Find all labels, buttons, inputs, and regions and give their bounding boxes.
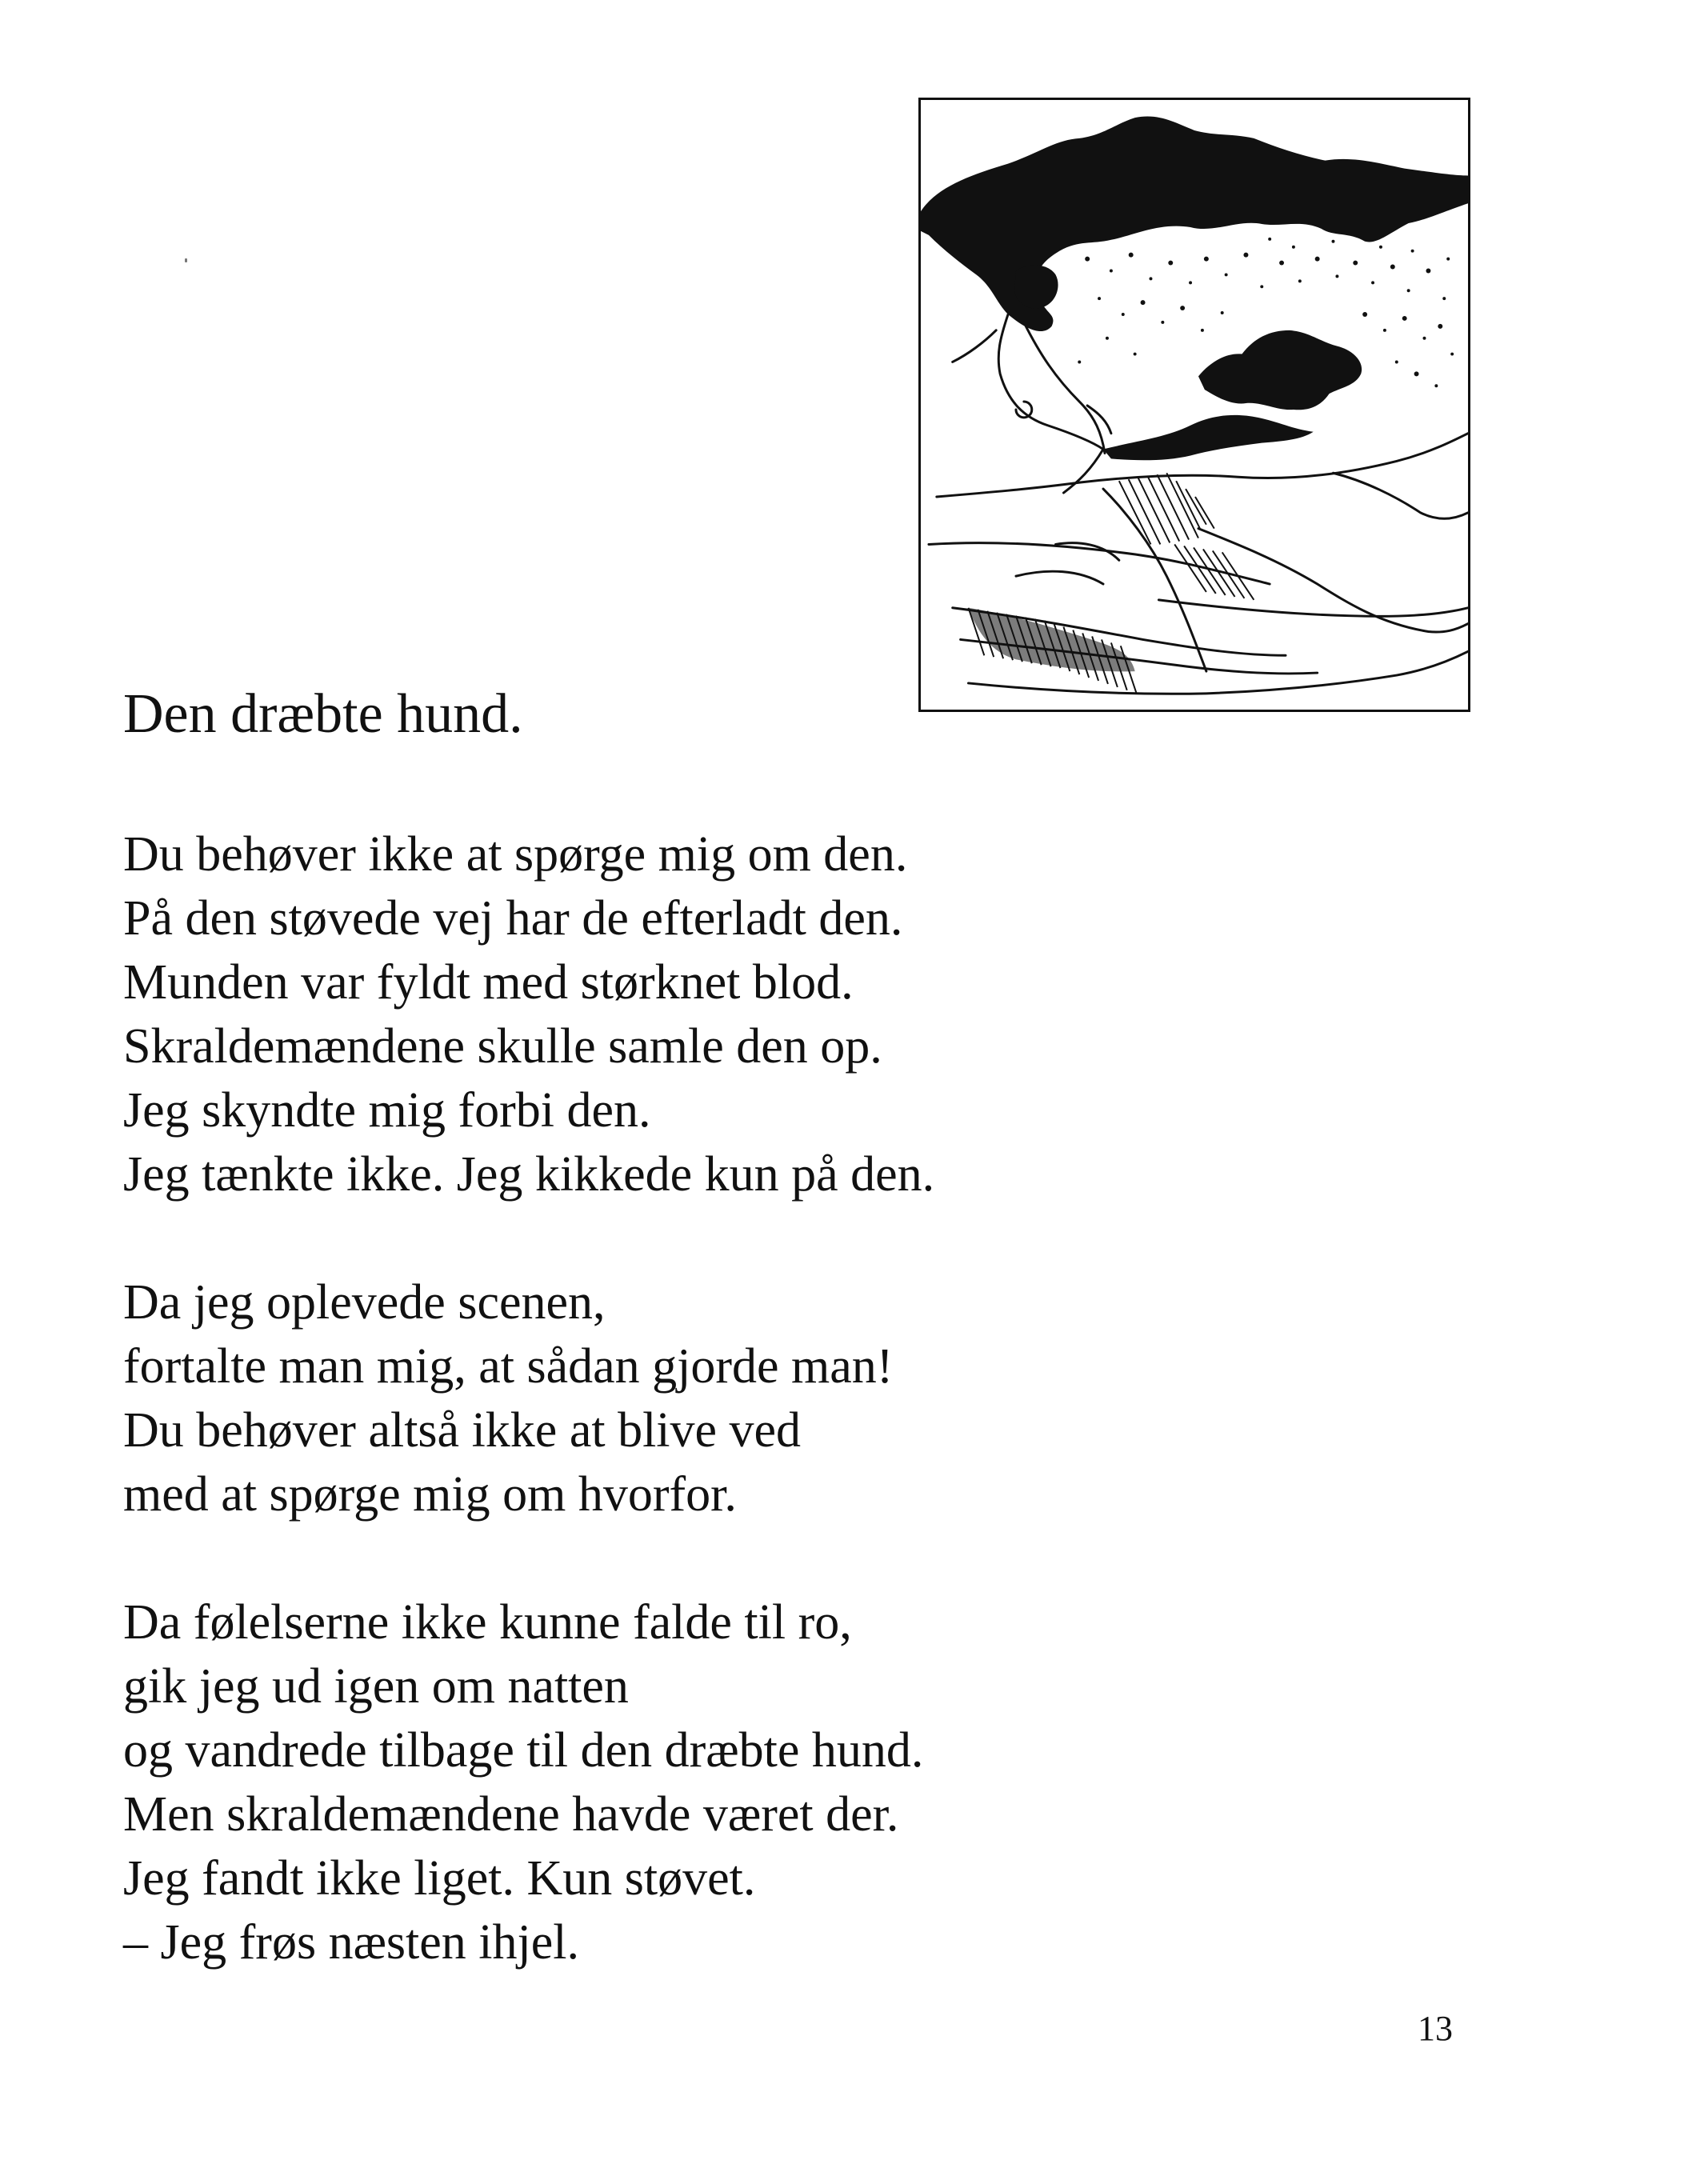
dark-cloud-shape	[921, 117, 1468, 331]
poem-line: gik jeg ud igen om natten	[123, 1659, 629, 1714]
poem-line: Jeg skyndte mig forbi den.	[123, 1083, 651, 1138]
poem-line: Men skraldemændene havde været der.	[123, 1787, 899, 1842]
poem-line: og vandrede tilbage til den dræbte hund.	[123, 1723, 924, 1778]
poem-line: Jeg fandt ikke liget. Kun støvet.	[123, 1851, 756, 1906]
poem-body	[123, 822, 1083, 2038]
poem-line: Du behøver altså ikke at blive ved	[123, 1403, 802, 1458]
poem-line: Du behøver ikke at spørge mig om den.	[123, 827, 908, 882]
stanza-2	[123, 1270, 1083, 1526]
poem-line: På den støvede vej har de efterladt den.	[123, 891, 903, 946]
page-number: 13	[1418, 2009, 1453, 2048]
poem-line: fortalte man mig, at sådan gjorde man!	[123, 1339, 894, 1394]
ink-landscape-illustration	[918, 98, 1470, 712]
poem-line: Skraldemændene skulle samle den op.	[123, 1019, 882, 1074]
poem-line: med at spørge mig om hvorfor.	[123, 1467, 737, 1522]
solid-hatch-shape	[968, 608, 1134, 672]
dark-streak-shape	[1103, 415, 1314, 460]
illustration-svg	[921, 100, 1468, 710]
scan-speck	[185, 258, 187, 262]
poem-line: Da jeg oplevede scenen,	[123, 1275, 606, 1330]
mid-cloud-shape	[1198, 330, 1362, 410]
poem-line: Da følelserne ikke kunne falde til ro,	[123, 1595, 852, 1650]
dark-blob-shape	[1014, 266, 1058, 309]
poem-line: Jeg tænkte ikke. Jeg kikkede kun på den.	[123, 1147, 935, 1202]
stanza-1	[123, 822, 1083, 1206]
poem-title: Den dræbte hund.	[123, 683, 523, 745]
poem-line: Munden var fyldt med størknet blod.	[123, 955, 854, 1010]
poem-line: – Jeg frøs næsten ihjel.	[123, 1915, 579, 1970]
stanza-3	[123, 1590, 1083, 1974]
